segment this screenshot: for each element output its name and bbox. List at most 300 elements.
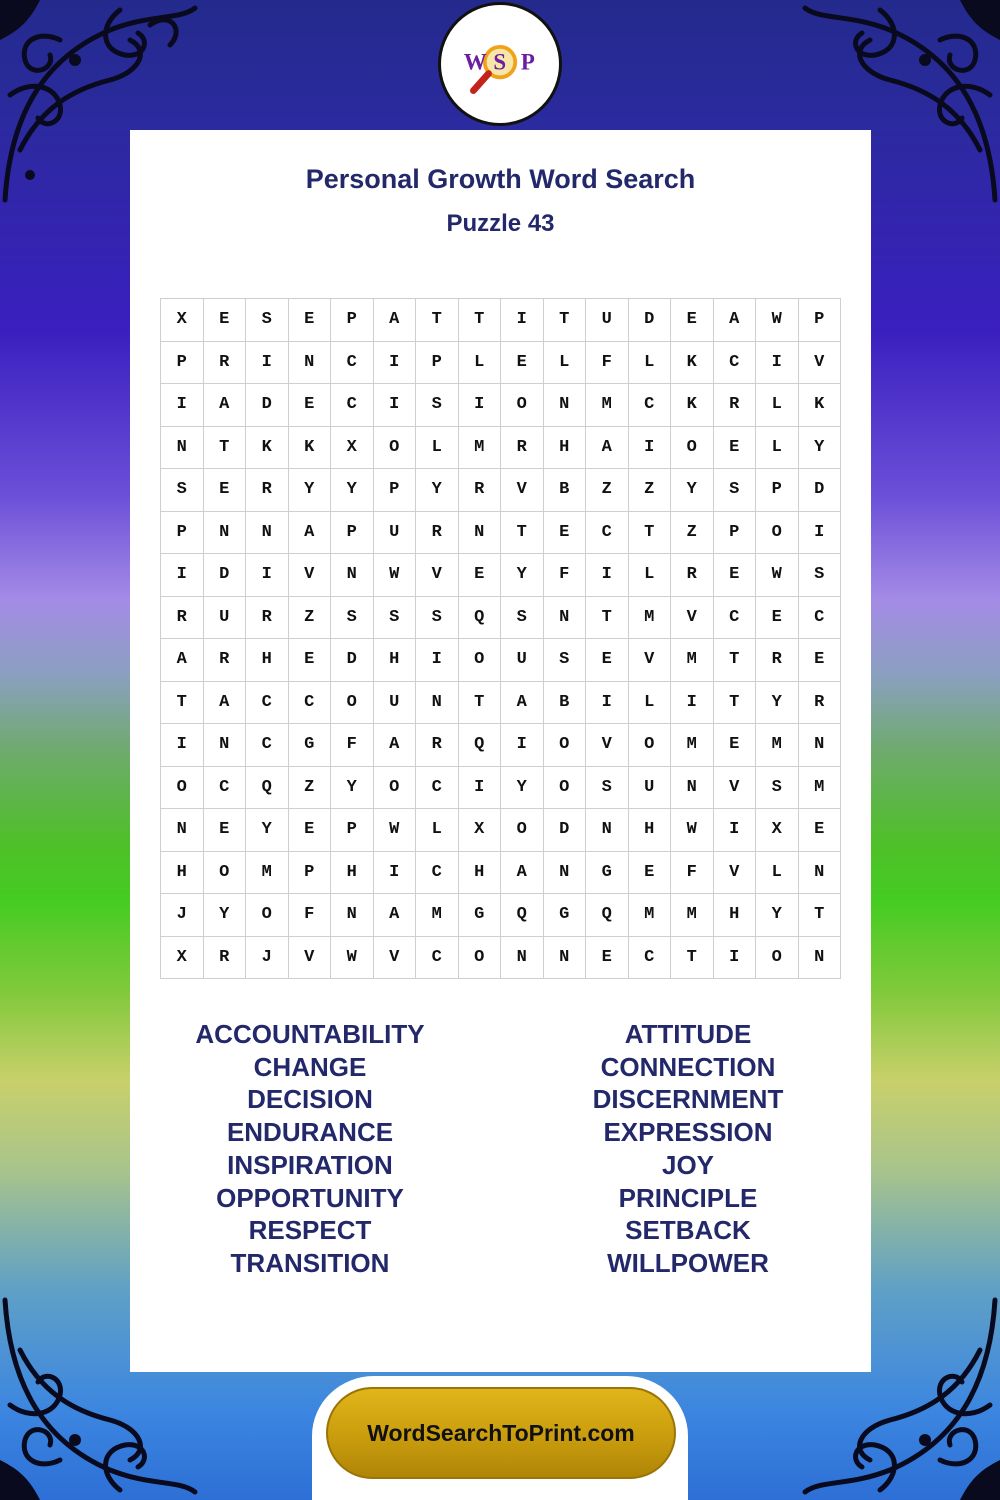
grid-cell[interactable]: L (628, 681, 671, 724)
grid-cell[interactable]: H (161, 851, 204, 894)
grid-cell[interactable]: V (628, 639, 671, 682)
grid-cell[interactable]: A (373, 894, 416, 937)
grid-cell[interactable]: T (628, 511, 671, 554)
grid-cell[interactable]: O (246, 894, 289, 937)
grid-cell[interactable]: P (416, 341, 459, 384)
grid-cell[interactable]: F (671, 851, 714, 894)
site-link-label: WordSearchToPrint.com (367, 1419, 635, 1446)
grid-cell[interactable]: H (331, 851, 374, 894)
grid-cell[interactable]: Y (756, 894, 799, 937)
grid-cell[interactable]: C (798, 596, 841, 639)
grid-cell[interactable]: L (756, 384, 799, 427)
grid-cell[interactable]: V (713, 851, 756, 894)
site-logo (438, 2, 562, 126)
grid-cell[interactable]: Y (331, 469, 374, 512)
grid-cell[interactable]: O (543, 766, 586, 809)
grid-cell[interactable]: B (543, 469, 586, 512)
grid-cell[interactable]: Y (501, 554, 544, 597)
grid-cell[interactable]: N (161, 809, 204, 852)
grid-cell[interactable]: P (331, 299, 374, 342)
grid-cell[interactable]: W (756, 554, 799, 597)
grid-cell[interactable]: I (161, 554, 204, 597)
grid-row (161, 341, 841, 384)
grid-cell[interactable]: V (373, 936, 416, 979)
grid-cell[interactable]: O (373, 426, 416, 469)
grid-cell[interactable]: E (586, 936, 629, 979)
grid-cell[interactable]: Q (458, 596, 501, 639)
grid-cell[interactable]: N (543, 384, 586, 427)
grid-cell[interactable]: E (713, 426, 756, 469)
grid-cell[interactable]: Z (586, 469, 629, 512)
grid-cell[interactable]: Y (288, 469, 331, 512)
grid-row (161, 639, 841, 682)
puzzle-card (130, 130, 871, 1372)
grid-cell[interactable]: S (416, 384, 459, 427)
grid-cell[interactable]: E (288, 639, 331, 682)
grid-cell[interactable]: F (288, 894, 331, 937)
grid-row (161, 724, 841, 767)
grid-cell[interactable]: R (203, 936, 246, 979)
grid-cell[interactable]: I (161, 384, 204, 427)
grid-cell[interactable]: T (161, 681, 204, 724)
word-item: CONNECTION (600, 1051, 776, 1082)
grid-cell[interactable]: T (671, 936, 714, 979)
word-item: RESPECT (248, 1215, 372, 1246)
grid-cell[interactable]: M (628, 894, 671, 937)
grid-cell[interactable]: I (246, 554, 289, 597)
grid-row (161, 681, 841, 724)
grid-cell[interactable]: K (288, 426, 331, 469)
grid-cell[interactable]: I (628, 426, 671, 469)
grid-cell[interactable]: N (288, 341, 331, 384)
grid-cell[interactable]: Y (798, 426, 841, 469)
grid-cell[interactable]: G (586, 851, 629, 894)
grid-cell[interactable]: O (373, 766, 416, 809)
grid-cell[interactable]: S (586, 766, 629, 809)
grid-cell[interactable]: X (161, 299, 204, 342)
grid-cell[interactable]: I (373, 384, 416, 427)
grid-cell[interactable]: I (458, 384, 501, 427)
word-item: EXPRESSION (603, 1117, 773, 1148)
grid-cell[interactable]: N (671, 766, 714, 809)
grid-row (161, 766, 841, 809)
grid-cell[interactable]: C (713, 341, 756, 384)
grid-cell[interactable]: O (458, 936, 501, 979)
grid-cell[interactable]: Y (246, 809, 289, 852)
grid-cell[interactable]: S (416, 596, 459, 639)
grid-cell[interactable]: A (161, 639, 204, 682)
grid-cell[interactable]: M (756, 724, 799, 767)
grid-cell[interactable]: I (373, 341, 416, 384)
grid-cell[interactable]: S (246, 299, 289, 342)
grid-row (161, 426, 841, 469)
grid-cell[interactable]: L (543, 341, 586, 384)
grid-cell[interactable]: E (288, 299, 331, 342)
grid-cell[interactable]: Z (628, 469, 671, 512)
word-item: DISCERNMENT (592, 1084, 784, 1115)
grid-cell[interactable]: P (756, 469, 799, 512)
grid-cell[interactable]: E (288, 809, 331, 852)
grid-cell[interactable]: V (501, 469, 544, 512)
grid-cell[interactable]: T (713, 681, 756, 724)
grid-row (161, 511, 841, 554)
grid-cell[interactable]: C (288, 681, 331, 724)
grid-cell[interactable]: Q (246, 766, 289, 809)
grid-cell[interactable]: Q (458, 724, 501, 767)
grid-cell[interactable]: Y (756, 681, 799, 724)
grid-cell[interactable]: Q (586, 894, 629, 937)
grid-cell[interactable]: R (713, 384, 756, 427)
grid-cell[interactable]: A (373, 299, 416, 342)
grid-cell[interactable]: N (246, 511, 289, 554)
grid-cell[interactable]: N (331, 894, 374, 937)
grid-cell[interactable]: T (713, 639, 756, 682)
grid-cell[interactable]: M (416, 894, 459, 937)
grid-cell[interactable]: O (756, 936, 799, 979)
word-item: TRANSITION (230, 1247, 390, 1278)
grid-cell[interactable]: R (671, 554, 714, 597)
grid-cell[interactable]: O (501, 809, 544, 852)
grid-cell[interactable]: N (501, 936, 544, 979)
grid-cell[interactable]: J (246, 936, 289, 979)
grid-cell[interactable]: X (458, 809, 501, 852)
logo-letter-w: W (463, 49, 487, 75)
grid-cell[interactable]: Y (203, 894, 246, 937)
grid-cell[interactable]: L (756, 426, 799, 469)
grid-cell[interactable]: A (713, 299, 756, 342)
grid-cell[interactable]: S (798, 554, 841, 597)
grid-cell[interactable]: Z (671, 511, 714, 554)
grid-cell[interactable]: M (586, 384, 629, 427)
grid-cell[interactable]: R (416, 511, 459, 554)
grid-cell[interactable]: C (246, 681, 289, 724)
grid-cell[interactable]: E (798, 639, 841, 682)
grid-cell[interactable]: T (416, 299, 459, 342)
grid-cell[interactable]: M (671, 724, 714, 767)
grid-cell[interactable]: R (246, 596, 289, 639)
grid-cell[interactable]: D (203, 554, 246, 597)
grid-cell[interactable]: D (798, 469, 841, 512)
grid-cell[interactable]: H (246, 639, 289, 682)
grid-cell[interactable]: S (331, 596, 374, 639)
logo-letter-p: P (520, 49, 535, 75)
grid-cell[interactable]: C (203, 766, 246, 809)
grid-cell[interactable]: U (501, 639, 544, 682)
grid-cell[interactable]: L (756, 851, 799, 894)
letter-grid (160, 298, 841, 979)
grid-cell[interactable]: I (458, 766, 501, 809)
word-item: OPPORTUNITY (216, 1182, 404, 1213)
grid-cell[interactable]: I (501, 724, 544, 767)
grid-cell[interactable]: O (543, 724, 586, 767)
grid-cell[interactable]: W (671, 809, 714, 852)
word-item: DECISION (247, 1084, 373, 1115)
grid-cell[interactable]: E (713, 724, 756, 767)
word-list-left (125, 1018, 495, 1280)
grid-cell[interactable]: P (161, 341, 204, 384)
grid-cell[interactable]: S (713, 469, 756, 512)
grid-cell[interactable]: A (373, 724, 416, 767)
grid-cell[interactable]: H (543, 426, 586, 469)
grid-cell[interactable]: P (373, 469, 416, 512)
grid-cell[interactable]: I (798, 511, 841, 554)
grid-cell[interactable]: L (628, 554, 671, 597)
grid-cell[interactable]: N (798, 851, 841, 894)
grid-cell[interactable]: J (161, 894, 204, 937)
grid-cell[interactable]: M (798, 766, 841, 809)
grid-cell[interactable]: N (458, 511, 501, 554)
word-item: WILLPOWER (607, 1247, 769, 1278)
grid-cell[interactable]: O (331, 681, 374, 724)
grid-cell[interactable]: T (798, 894, 841, 937)
grid-cell[interactable]: A (501, 851, 544, 894)
page-title: Personal Growth Word Search (305, 164, 696, 194)
grid-cell[interactable]: U (203, 596, 246, 639)
grid-cell[interactable]: I (756, 341, 799, 384)
grid-cell[interactable]: V (288, 936, 331, 979)
grid-cell[interactable]: I (586, 681, 629, 724)
grid-row (161, 469, 841, 512)
grid-cell[interactable]: D (628, 299, 671, 342)
grid-cell[interactable]: O (671, 426, 714, 469)
grid-row (161, 809, 841, 852)
grid-cell[interactable]: N (161, 426, 204, 469)
grid-cell[interactable]: O (756, 511, 799, 554)
grid-cell[interactable]: M (246, 851, 289, 894)
grid-cell[interactable]: T (543, 299, 586, 342)
grid-cell[interactable]: V (416, 554, 459, 597)
grid-cell[interactable]: P (331, 809, 374, 852)
grid-cell[interactable]: N (543, 596, 586, 639)
grid-cell[interactable]: L (458, 341, 501, 384)
grid-cell[interactable]: E (501, 341, 544, 384)
logo-letter-s: S (493, 49, 507, 75)
grid-cell[interactable]: V (288, 554, 331, 597)
grid-cell[interactable]: X (161, 936, 204, 979)
word-item: ENDURANCE (226, 1117, 394, 1148)
grid-cell[interactable]: P (331, 511, 374, 554)
grid-cell[interactable]: W (373, 809, 416, 852)
grid-cell[interactable]: Y (331, 766, 374, 809)
grid-cell[interactable]: O (203, 851, 246, 894)
grid-cell[interactable]: R (246, 469, 289, 512)
grid-cell[interactable]: T (586, 596, 629, 639)
grid-cell[interactable]: H (373, 639, 416, 682)
grid-cell[interactable]: N (543, 851, 586, 894)
grid-cell[interactable]: E (203, 469, 246, 512)
grid-cell[interactable]: N (543, 936, 586, 979)
grid-cell[interactable]: U (586, 299, 629, 342)
grid-cell[interactable]: E (288, 384, 331, 427)
grid-cell[interactable]: C (416, 851, 459, 894)
grid-cell[interactable]: G (543, 894, 586, 937)
grid-cell[interactable]: Z (288, 766, 331, 809)
word-item: ACCOUNTABILITY (195, 1019, 425, 1049)
grid-cell[interactable]: S (543, 639, 586, 682)
grid-cell[interactable]: L (628, 341, 671, 384)
grid-cell[interactable]: P (798, 299, 841, 342)
grid-cell[interactable]: M (628, 596, 671, 639)
site-link-button[interactable] (326, 1387, 676, 1479)
grid-cell[interactable]: R (161, 596, 204, 639)
grid-cell[interactable]: K (671, 341, 714, 384)
grid-cell[interactable]: W (756, 299, 799, 342)
grid-cell[interactable]: M (671, 639, 714, 682)
grid-cell[interactable]: N (798, 724, 841, 767)
grid-cell[interactable]: L (416, 426, 459, 469)
grid-cell[interactable]: D (543, 809, 586, 852)
grid-cell[interactable]: N (331, 554, 374, 597)
grid-row (161, 299, 841, 342)
grid-cell[interactable]: C (628, 384, 671, 427)
grid-cell[interactable]: P (713, 511, 756, 554)
grid-cell[interactable]: P (161, 511, 204, 554)
grid-cell[interactable]: I (373, 851, 416, 894)
word-item: SETBACK (625, 1215, 751, 1246)
grid-cell[interactable]: N (203, 511, 246, 554)
grid-cell[interactable]: K (798, 384, 841, 427)
grid-cell[interactable]: T (458, 681, 501, 724)
grid-cell[interactable]: N (586, 809, 629, 852)
grid-cell[interactable]: R (458, 469, 501, 512)
grid-row (161, 936, 841, 979)
grid-cell[interactable]: R (756, 639, 799, 682)
grid-cell[interactable]: V (798, 341, 841, 384)
grid-cell[interactable]: I (161, 724, 204, 767)
grid-cell[interactable]: R (416, 724, 459, 767)
grid-cell[interactable]: W (331, 936, 374, 979)
grid-cell[interactable]: C (246, 724, 289, 767)
grid-cell[interactable]: H (713, 894, 756, 937)
grid-cell[interactable]: O (501, 384, 544, 427)
grid-cell[interactable]: C (416, 766, 459, 809)
grid-row (161, 554, 841, 597)
grid-cell[interactable]: A (203, 384, 246, 427)
grid-cell[interactable]: K (246, 426, 289, 469)
grid-cell[interactable]: Y (671, 469, 714, 512)
grid-cell[interactable]: C (713, 596, 756, 639)
grid-cell[interactable]: U (373, 681, 416, 724)
grid-cell[interactable]: E (713, 554, 756, 597)
word-item: CHANGE (253, 1051, 367, 1082)
grid-cell[interactable]: M (458, 426, 501, 469)
grid-cell[interactable]: S (756, 766, 799, 809)
grid-cell[interactable]: E (203, 299, 246, 342)
grid-cell[interactable]: L (416, 809, 459, 852)
grid-cell[interactable]: R (501, 426, 544, 469)
grid-cell[interactable]: X (331, 426, 374, 469)
grid-cell[interactable]: S (373, 596, 416, 639)
grid-cell[interactable]: B (543, 681, 586, 724)
grid-cell[interactable]: R (203, 639, 246, 682)
grid-cell[interactable]: H (458, 851, 501, 894)
grid-cell[interactable]: I (713, 936, 756, 979)
grid-cell[interactable]: V (713, 766, 756, 809)
word-item: ATTITUDE (624, 1019, 752, 1049)
grid-cell[interactable]: E (203, 809, 246, 852)
grid-cell[interactable]: T (203, 426, 246, 469)
grid-cell[interactable]: E (671, 299, 714, 342)
grid-cell[interactable]: E (543, 511, 586, 554)
grid-cell[interactable]: K (671, 384, 714, 427)
grid-cell[interactable]: T (458, 299, 501, 342)
grid-cell[interactable]: V (586, 724, 629, 767)
word-item: PRINCIPLE (618, 1182, 758, 1213)
grid-cell[interactable]: C (331, 341, 374, 384)
grid-row (161, 851, 841, 894)
grid-cell[interactable]: U (373, 511, 416, 554)
grid-cell[interactable]: N (798, 936, 841, 979)
grid-cell[interactable]: E (798, 809, 841, 852)
grid-cell[interactable]: I (586, 554, 629, 597)
grid-cell[interactable]: V (671, 596, 714, 639)
grid-cell[interactable]: C (628, 936, 671, 979)
word-item: INSPIRATION (227, 1149, 393, 1180)
grid-cell[interactable]: I (713, 809, 756, 852)
grid-cell[interactable]: Y (501, 766, 544, 809)
grid-cell[interactable]: H (628, 809, 671, 852)
grid-cell[interactable]: W (373, 554, 416, 597)
grid-cell[interactable]: N (416, 681, 459, 724)
grid-cell[interactable]: O (458, 639, 501, 682)
puzzle-number: Puzzle 43 (446, 210, 555, 237)
grid-cell[interactable]: C (416, 936, 459, 979)
grid-cell[interactable]: M (671, 894, 714, 937)
grid-cell[interactable]: R (798, 681, 841, 724)
grid-cell[interactable]: Z (288, 596, 331, 639)
grid-cell[interactable]: S (161, 469, 204, 512)
grid-cell[interactable]: F (543, 554, 586, 597)
grid-cell[interactable]: I (501, 299, 544, 342)
grid-cell[interactable]: Q (501, 894, 544, 937)
grid-cell[interactable]: T (501, 511, 544, 554)
grid-cell[interactable]: U (628, 766, 671, 809)
grid-cell[interactable]: X (756, 809, 799, 852)
grid-cell[interactable]: D (246, 384, 289, 427)
grid-cell[interactable]: G (458, 894, 501, 937)
grid-cell[interactable]: P (288, 851, 331, 894)
word-list-right (503, 1018, 873, 1280)
word-item: JOY (661, 1149, 715, 1180)
grid-cell[interactable]: C (331, 384, 374, 427)
grid-cell[interactable]: F (586, 341, 629, 384)
grid-cell[interactable]: I (416, 639, 459, 682)
grid-cell[interactable]: O (161, 766, 204, 809)
grid-cell[interactable]: O (628, 724, 671, 767)
grid-row (161, 384, 841, 427)
grid-cell[interactable]: R (203, 341, 246, 384)
grid-row (161, 894, 841, 937)
grid-cell[interactable]: I (671, 681, 714, 724)
grid-cell[interactable]: A (586, 426, 629, 469)
grid-cell[interactable]: I (246, 341, 289, 384)
grid-cell[interactable]: E (458, 554, 501, 597)
grid-cell[interactable]: A (288, 511, 331, 554)
grid-cell[interactable]: A (203, 681, 246, 724)
grid-cell[interactable]: N (203, 724, 246, 767)
grid-cell[interactable]: D (331, 639, 374, 682)
grid-cell[interactable]: Y (416, 469, 459, 512)
grid-cell[interactable]: E (756, 596, 799, 639)
grid-cell[interactable]: A (501, 681, 544, 724)
grid-cell[interactable]: E (586, 639, 629, 682)
grid-cell[interactable]: F (331, 724, 374, 767)
grid-cell[interactable]: E (628, 851, 671, 894)
grid-cell[interactable]: G (288, 724, 331, 767)
grid-cell[interactable]: S (501, 596, 544, 639)
grid-cell[interactable]: C (586, 511, 629, 554)
grid-row (161, 596, 841, 639)
